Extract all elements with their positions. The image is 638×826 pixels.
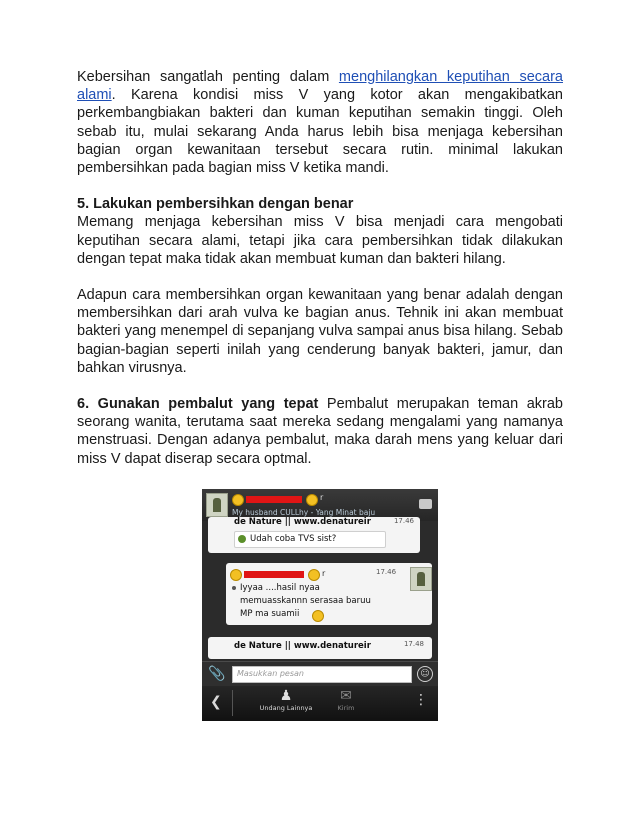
message-bubble <box>226 563 432 625</box>
intro-text-start: Kebersihan sangatlah penting dalam <box>77 69 339 85</box>
section-6 <box>77 395 563 468</box>
chat-subtitle: My husband CULLhy - Yang Minat baju <box>232 508 376 517</box>
chat-screenshot <box>202 489 438 721</box>
message-time: 17.48 <box>403 640 424 648</box>
message-line: MP ma suamii <box>240 609 300 619</box>
paragraph-5-text: Memang menjaga kebersihan miss V bisa menjadi cara mengobati keputihan secara alami, tetapi jika cara pembersihkan tidak dilakukan dengan tepat maka tidak akan membuat kuman dan bakteri hilang. <box>77 214 563 267</box>
sender-name-suffix: r <box>322 569 326 578</box>
message-input[interactable] <box>232 666 412 683</box>
send-icon: ✉ <box>340 688 352 704</box>
message-line: memuasskannn serasaa baruu <box>240 596 371 606</box>
article-body <box>77 68 563 486</box>
message-line: Iyyaa ....hasil nyaa <box>240 583 320 593</box>
smile-emoji-icon <box>232 494 244 506</box>
invite-label: Undang Lainnya <box>259 704 313 712</box>
bottom-toolbar <box>202 686 438 721</box>
back-arrow-icon[interactable]: ❮ <box>210 694 222 710</box>
toolbar-divider <box>232 690 233 716</box>
message-time: 17.46 <box>393 517 414 525</box>
send-label: Kirim <box>337 704 355 712</box>
heading-6: 6. Gunakan pembalut yang tepat <box>77 396 319 413</box>
paragraph-cleaning-method: Adapun cara membersihkan organ kewanitaan yang benar adalah dengan membersihkan dari arah vulva ke bagian anus. Tehnik ini akan membuat bakteri yang menempel di sepanjang vulva sampai anus bisa hilang. Sebab bagian-bagian seperti inilah yang cenderung banyak bakteri, jamur, dan bahkan virusnya. <box>77 287 563 376</box>
link-menghilangkan-keputihan[interactable]: menghilangkan keputihan secara alami <box>77 69 563 104</box>
heading-5: 5. Lakukan pembersihkan dengan benar <box>77 196 354 213</box>
redacted-name <box>244 571 304 578</box>
contact-avatar <box>410 567 432 591</box>
attach-icon[interactable]: 📎 <box>208 666 226 682</box>
smile-emoji-icon <box>306 494 318 506</box>
reply-text: Udah coba TVS sist? <box>250 534 337 544</box>
chat-bubble-icon[interactable] <box>419 499 432 509</box>
section-5 <box>77 195 563 268</box>
menu-icon[interactable]: ⋮ <box>414 692 428 708</box>
message-bubble <box>208 637 432 659</box>
paragraph-6-text: Pembalut merupakan teman akrab seorang wanita, terutama saat mereka sedang mengalami yang namanya menstruasi. Dengan adanya pembalut, maka darah mens yang keluar dari miss V dapat diserap secara optmal. <box>77 396 563 467</box>
message-sender: de Nature || www.denatureir <box>234 517 371 527</box>
message-bubble <box>208 517 420 553</box>
paragraph-intro <box>77 68 563 177</box>
add-person-icon: ♟ <box>279 688 293 704</box>
smile-emoji-icon <box>308 569 320 581</box>
intro-text-end: . Karena kondisi miss V yang kotor akan mengakibatkan perkembangbiakan bakteri dan kuman keputihan semakin tinggi. Oleh sebab itu, mulai sekarang Anda harus lebih bisa menjaga kebersihan bagian organ kewanitaan tersebut secara rutin. minimal lakukan pembersihkan pada bagian miss V ketika mandi. <box>77 87 563 177</box>
invite-button[interactable] <box>258 688 314 712</box>
contact-avatar <box>206 493 228 517</box>
send-button[interactable] <box>328 688 364 712</box>
message-sender: de Nature || www.denatureir <box>234 641 371 651</box>
bullet-icon <box>232 586 236 590</box>
emoticon-icon[interactable]: ☺ <box>417 666 433 682</box>
message-time: 17.46 <box>376 568 397 576</box>
header-name-suffix: r <box>320 493 324 502</box>
message-input-bar <box>202 661 438 686</box>
smile-emoji-icon <box>230 569 242 581</box>
laugh-emoji-icon <box>312 610 324 622</box>
reply-box <box>234 531 386 548</box>
redacted-name <box>246 496 302 503</box>
message-input-placeholder: Masukkan pesan <box>237 669 304 678</box>
reply-status-icon <box>238 535 246 543</box>
